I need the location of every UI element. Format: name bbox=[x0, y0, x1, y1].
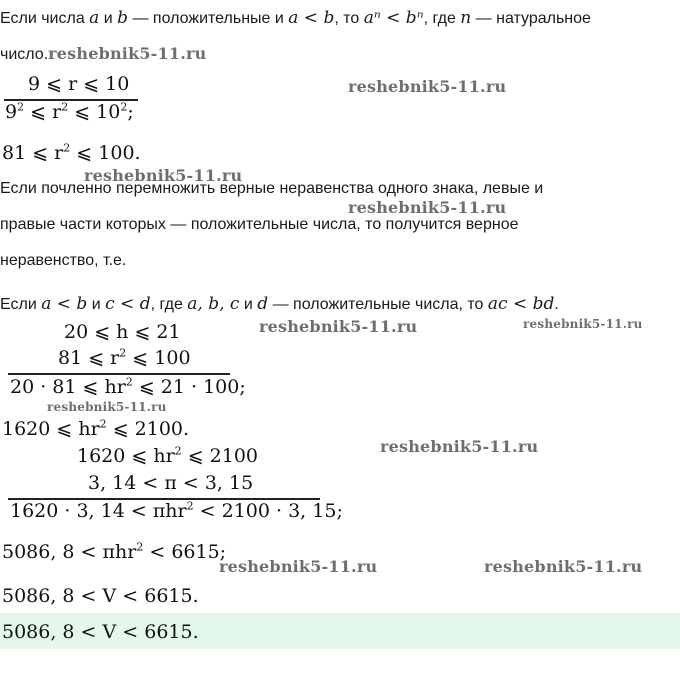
text-fragment: — натуральное bbox=[471, 10, 591, 27]
watermark-text: reshebnik5-11.ru bbox=[348, 77, 507, 96]
math-fragment: 5086, 8 < πhr bbox=[2, 541, 137, 563]
math-line-1620-2100-b bbox=[77, 445, 258, 467]
watermark-text: reshebnik5-11.ru bbox=[259, 317, 418, 336]
math-fragment: a, b, c bbox=[187, 294, 240, 314]
text-fragment: — положительные и bbox=[128, 10, 289, 27]
math-var-a: a bbox=[89, 8, 100, 28]
math-inequality-a-lt-b: a < b bbox=[288, 8, 335, 28]
rule-statement-line1 bbox=[0, 8, 591, 29]
rule-statement-line2 bbox=[0, 44, 206, 65]
text-fragment: число. bbox=[0, 46, 49, 63]
math-line-20-h-21: 20 ⩽ h ⩽ 21 bbox=[64, 321, 181, 343]
exponent: 2 bbox=[61, 100, 69, 114]
watermark-text: reshebnik5-11.ru bbox=[484, 557, 643, 576]
watermark-text: reshebnik5-11.ru bbox=[523, 317, 643, 331]
math-fragment: ⩽ 2100. bbox=[106, 418, 190, 440]
math-fragment: 1620 · 3, 14 < πhr bbox=[10, 500, 187, 522]
math-line-squares bbox=[5, 101, 134, 123]
math-fragment: 1620 ⩽ hr bbox=[2, 418, 100, 440]
watermark-text: reshebnik5-11.ru bbox=[84, 166, 243, 185]
text-fragment: Если bbox=[0, 296, 42, 313]
text-fragment: и bbox=[87, 296, 106, 313]
watermark-text: reshebnik5-11.ru bbox=[48, 44, 207, 63]
watermark-text: reshebnik5-11.ru bbox=[47, 400, 167, 414]
math-fragment: 81 ⩽ r bbox=[58, 347, 120, 369]
fraction-rule bbox=[8, 373, 230, 375]
math-line-pi-bounds: 3, 14 < π < 3, 15 bbox=[88, 472, 254, 494]
text-fragment: и bbox=[239, 296, 258, 313]
math-inequality-power: aⁿ < bⁿ bbox=[363, 8, 424, 28]
watermark-text: reshebnik5-11.ru bbox=[219, 557, 378, 576]
rule-multiplication-line bbox=[0, 294, 559, 315]
exponent: 2 bbox=[17, 100, 25, 114]
math-line-product-1 bbox=[10, 376, 246, 398]
exponent: 2 bbox=[136, 540, 144, 554]
exponent: 2 bbox=[186, 499, 194, 513]
math-fragment: < 6615; bbox=[143, 541, 227, 563]
math-fragment: ⩽ 10 bbox=[68, 101, 121, 123]
math-fragment: d bbox=[257, 294, 269, 314]
text-fragment: . bbox=[554, 296, 559, 313]
math-fragment: 9 bbox=[5, 101, 18, 123]
exponent: 2 bbox=[99, 417, 107, 431]
paragraph-line3: неравенство, т.е. bbox=[0, 252, 127, 269]
math-line-product-2 bbox=[10, 500, 343, 522]
math-line-volume: 5086, 8 < V < 6615. bbox=[2, 585, 199, 607]
math-fragment: 20 · 81 ⩽ hr bbox=[10, 376, 126, 398]
math-line-5086-6615 bbox=[2, 541, 226, 563]
exponent: 2 bbox=[125, 375, 133, 389]
paragraph-line2: правые части которых — положительные числа, то получится верное bbox=[0, 216, 519, 233]
math-fragment: ⩽ 100 bbox=[126, 347, 191, 369]
math-var-n: n bbox=[460, 8, 472, 28]
paragraph-line1: Если почленно перемножить верные неравенства одного знака, левые и bbox=[0, 180, 544, 197]
math-fragment: ⩽ 2100 bbox=[181, 445, 259, 467]
exponent: 2 bbox=[174, 444, 182, 458]
text-fragment: , то bbox=[334, 10, 364, 27]
exponent: 2 bbox=[63, 141, 71, 155]
math-line-9-r-10: 9 ⩽ r ⩽ 10 bbox=[28, 73, 130, 95]
math-fragment: < 2100 · 3, 15; bbox=[193, 500, 343, 522]
exponent: 2 bbox=[119, 346, 127, 360]
text-fragment: , где bbox=[423, 10, 461, 27]
math-fragment: ⩽ 21 · 100; bbox=[132, 376, 246, 398]
math-fragment: ⩽ 100. bbox=[70, 142, 141, 164]
exponent: 2 bbox=[120, 100, 128, 114]
watermark-text: reshebnik5-11.ru bbox=[380, 437, 539, 456]
answer-volume: 5086, 8 < V < 6615. bbox=[2, 621, 199, 643]
math-fragment: ⩽ r bbox=[24, 101, 62, 123]
text-fragment: — положительные числа, то bbox=[268, 296, 488, 313]
math-fragment: 1620 ⩽ hr bbox=[77, 445, 175, 467]
text-fragment: Если числа bbox=[0, 10, 90, 27]
math-line-1620-2100 bbox=[2, 418, 189, 440]
math-fragment: 81 ⩽ r bbox=[2, 142, 64, 164]
math-line-81-r2-100 bbox=[2, 142, 141, 164]
math-fragment: ac < bd bbox=[487, 294, 555, 314]
math-fragment: a < b bbox=[41, 294, 88, 314]
watermark-text: reshebnik5-11.ru bbox=[348, 198, 507, 217]
text-fragment: и bbox=[99, 10, 118, 27]
math-fragment: c < d bbox=[105, 294, 151, 314]
math-fragment: ; bbox=[127, 101, 134, 123]
math-line-81-r2-100-b bbox=[58, 347, 191, 369]
math-var-b: b bbox=[117, 8, 129, 28]
text-fragment: , где bbox=[150, 296, 188, 313]
